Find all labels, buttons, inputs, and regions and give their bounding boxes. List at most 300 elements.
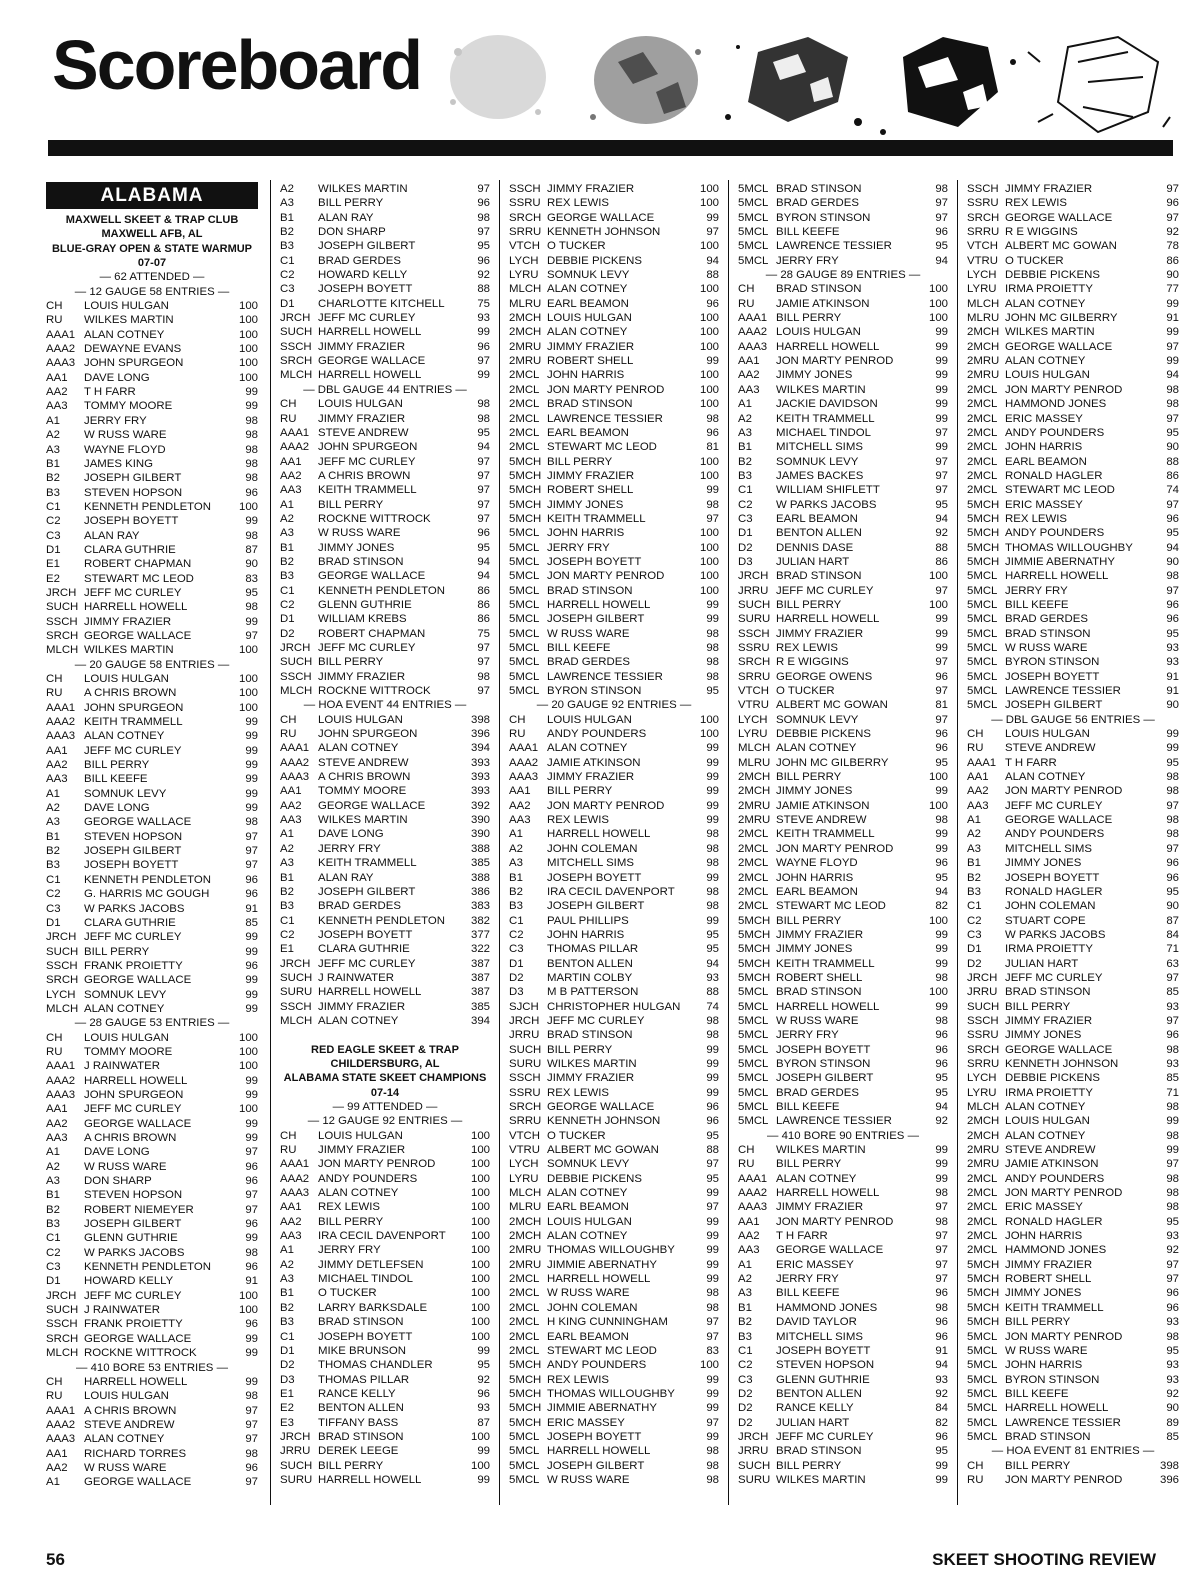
result-row bbox=[967, 225, 1179, 239]
result-row bbox=[46, 1145, 258, 1159]
score: 99 bbox=[935, 340, 948, 353]
shooter-name: LOUIS HULGAN bbox=[776, 326, 861, 339]
result-row bbox=[46, 500, 258, 514]
shooter-name: BRAD STINSON bbox=[776, 1445, 862, 1458]
score: 99 bbox=[245, 1132, 258, 1144]
result-row bbox=[967, 612, 1179, 626]
score: 92 bbox=[1166, 1387, 1179, 1400]
result-row bbox=[46, 858, 258, 872]
result-row bbox=[509, 1315, 719, 1329]
result-row bbox=[280, 555, 490, 569]
shooter-name: BILL PERRY bbox=[776, 1459, 842, 1472]
class-code: 5MCL bbox=[738, 1086, 769, 1099]
shooter-name: REX LEWIS bbox=[776, 642, 839, 654]
result-row bbox=[738, 440, 948, 454]
class-code: 5MCL bbox=[967, 570, 998, 583]
shooter-name: JOHN COLEMAN bbox=[547, 842, 638, 855]
score: 92 bbox=[1166, 226, 1179, 239]
score: 98 bbox=[935, 1301, 948, 1314]
shooter-name: JEFF MC CURLEY bbox=[318, 642, 416, 654]
class-code: C3 bbox=[967, 928, 982, 941]
shooter-name: ALAN COTNEY bbox=[547, 283, 628, 296]
class-code: C3 bbox=[509, 943, 524, 956]
class-code: AA2 bbox=[46, 759, 68, 772]
score: 97 bbox=[1166, 842, 1179, 855]
shooter-name: JOSEPH GILBERT bbox=[84, 1218, 182, 1231]
score: 393 bbox=[470, 756, 490, 769]
result-row bbox=[738, 1330, 948, 1344]
shooter-name: JON MARTY PENROD bbox=[1005, 1187, 1123, 1200]
class-code: 5MCL bbox=[967, 1359, 998, 1372]
class-code: 2MCL bbox=[967, 1244, 998, 1257]
score: 390 bbox=[470, 828, 490, 841]
shooter-name: JIMMY DETLEFSEN bbox=[318, 1258, 424, 1271]
class-code: AA1 bbox=[509, 785, 531, 798]
shooter-name: BYRON STINSON bbox=[1005, 1373, 1100, 1386]
result-row bbox=[509, 239, 719, 253]
result-row bbox=[509, 1000, 719, 1014]
result-row bbox=[509, 225, 719, 239]
shooter-name: WAYNE FLOYD bbox=[776, 857, 858, 870]
shooter-name: W RUSS WARE bbox=[318, 527, 401, 540]
result-row bbox=[280, 957, 490, 971]
shooter-name: JOSEPH GILBERT bbox=[547, 900, 645, 913]
result-row bbox=[738, 1057, 948, 1071]
class-code: RU bbox=[738, 297, 755, 310]
result-row bbox=[46, 586, 258, 600]
club-heading: MAXWELL SKEET & TRAP CLUB bbox=[65, 214, 239, 226]
class-code: RU bbox=[280, 1144, 297, 1157]
score: 99 bbox=[706, 613, 719, 626]
result-row bbox=[967, 584, 1179, 598]
result-row bbox=[280, 440, 490, 454]
class-code: AAA1 bbox=[738, 312, 768, 325]
result-row bbox=[738, 1358, 948, 1372]
score: 99 bbox=[1166, 355, 1179, 368]
class-code: JRCH bbox=[967, 971, 998, 984]
result-row bbox=[46, 443, 258, 457]
shooter-name: IRA CECIL DAVENPORT bbox=[318, 1230, 446, 1243]
score: 95 bbox=[477, 426, 490, 439]
class-code: SUCH bbox=[280, 326, 313, 339]
result-row bbox=[46, 385, 258, 399]
result-row bbox=[509, 885, 719, 899]
score: 393 bbox=[470, 771, 490, 784]
result-row bbox=[509, 770, 719, 784]
shooter-name: GEORGE WALLACE bbox=[1005, 211, 1113, 224]
score: 96 bbox=[245, 1318, 258, 1331]
result-row bbox=[967, 957, 1179, 971]
class-code: C3 bbox=[46, 529, 61, 542]
result-row bbox=[738, 584, 948, 598]
class-code: A2 bbox=[738, 1273, 752, 1286]
result-row bbox=[738, 957, 948, 971]
shooter-name: TIFFANY BASS bbox=[318, 1416, 399, 1429]
score: 98 bbox=[935, 1187, 948, 1200]
shooter-name: ALBERT MC GOWAN bbox=[547, 1144, 659, 1157]
shooter-name: JOHN MC GILBERRY bbox=[776, 756, 889, 769]
shooter-name: JOSEPH GILBERT bbox=[318, 885, 416, 898]
shooter-name: ROBERT SHELL bbox=[776, 971, 863, 984]
shooter-name: ROCKNE WITTROCK bbox=[84, 1347, 197, 1360]
result-row bbox=[967, 813, 1179, 827]
result-row bbox=[280, 426, 490, 440]
shooter-name: CLARA GUTHRIE bbox=[84, 916, 176, 929]
result-row bbox=[967, 1315, 1179, 1329]
score: 99 bbox=[706, 914, 719, 927]
shooter-name: ALAN COTNEY bbox=[84, 328, 165, 341]
class-code: C1 bbox=[738, 484, 753, 497]
class-code: A2 bbox=[280, 512, 294, 525]
class-code: AAA1 bbox=[738, 1172, 768, 1185]
score: 94 bbox=[477, 570, 490, 583]
class-code: SRRU bbox=[967, 226, 1000, 239]
result-row bbox=[46, 930, 258, 944]
class-code: B1 bbox=[46, 1189, 60, 1202]
result-row bbox=[738, 1143, 948, 1157]
shooter-name: BILL PERRY bbox=[318, 197, 384, 210]
class-code: CH bbox=[967, 728, 984, 741]
result-row bbox=[509, 942, 719, 956]
shooter-name: JOHN COLEMAN bbox=[1005, 900, 1096, 913]
result-row bbox=[509, 196, 719, 210]
shooter-name: ALAN COTNEY bbox=[318, 1014, 399, 1027]
class-code: A1 bbox=[46, 787, 60, 800]
class-code: 2MCL bbox=[738, 885, 769, 898]
shooter-name: BILL PERRY bbox=[547, 455, 613, 468]
result-row bbox=[46, 801, 258, 815]
score: 78 bbox=[1166, 240, 1179, 253]
shooter-name: ALAN COTNEY bbox=[776, 742, 857, 755]
shooter-name: JULIAN HART bbox=[776, 1416, 850, 1429]
score: 74 bbox=[1166, 484, 1179, 497]
score: 97 bbox=[935, 584, 948, 597]
score: 98 bbox=[935, 814, 948, 827]
class-code: AAA2 bbox=[280, 441, 310, 454]
result-row bbox=[46, 1289, 258, 1303]
result-row bbox=[738, 469, 948, 483]
shooter-name: ALAN COTNEY bbox=[547, 1187, 628, 1200]
class-code: 5MCH bbox=[967, 555, 1000, 568]
class-code: 5MCL bbox=[738, 986, 769, 999]
class-code: D2 bbox=[967, 957, 982, 970]
class-code: 2MCH bbox=[509, 326, 542, 339]
shooter-name: GEORGE WALLACE bbox=[84, 629, 192, 642]
result-row bbox=[967, 1200, 1179, 1214]
club-heading: 07-07 bbox=[137, 257, 167, 270]
result-row bbox=[280, 813, 490, 827]
shooter-name: BYRON STINSON bbox=[1005, 656, 1100, 669]
shooter-name: GEORGE WALLACE bbox=[84, 974, 192, 987]
class-code: B1 bbox=[967, 857, 981, 870]
score: 99 bbox=[706, 1402, 719, 1415]
score: 398 bbox=[1159, 1459, 1179, 1472]
result-row bbox=[967, 1086, 1179, 1100]
score: 96 bbox=[935, 1316, 948, 1329]
class-code: 2MCL bbox=[967, 383, 998, 396]
score: 98 bbox=[1166, 1330, 1179, 1343]
shooter-name: GEORGE WALLACE bbox=[84, 1117, 192, 1130]
score: 96 bbox=[245, 888, 258, 901]
score: 96 bbox=[935, 1057, 948, 1070]
result-row bbox=[280, 512, 490, 526]
result-row bbox=[509, 784, 719, 798]
score: 95 bbox=[477, 1359, 490, 1372]
shooter-name: H KING CUNNINGHAM bbox=[547, 1316, 668, 1329]
class-code: SRRU bbox=[738, 670, 771, 683]
result-row bbox=[509, 598, 719, 612]
result-row bbox=[967, 1373, 1179, 1387]
shooter-name: W RUSS WARE bbox=[547, 627, 630, 640]
class-code: LYRU bbox=[967, 283, 997, 296]
result-row bbox=[509, 985, 719, 999]
score: 100 bbox=[238, 1103, 258, 1116]
result-row bbox=[509, 1143, 719, 1157]
class-code: LYCH bbox=[967, 269, 997, 282]
score: 99 bbox=[245, 759, 258, 772]
shooter-name: LOUIS HULGAN bbox=[84, 1390, 169, 1403]
shooter-name: JAMES BACKES bbox=[776, 469, 864, 482]
shooter-name: JIMMY JONES bbox=[776, 785, 853, 798]
score: 100 bbox=[238, 357, 258, 370]
result-row bbox=[509, 1272, 719, 1286]
score: 93 bbox=[1166, 656, 1179, 669]
results-column-2 bbox=[280, 182, 490, 1487]
score: 95 bbox=[935, 1072, 948, 1085]
score: 97 bbox=[477, 685, 490, 698]
class-code: 2MCL bbox=[738, 828, 769, 841]
shooter-name: JOHN COLEMAN bbox=[547, 1301, 638, 1314]
shooter-name: KEITH TRAMMELL bbox=[318, 857, 417, 870]
class-code: 2MCL bbox=[509, 398, 540, 411]
class-code: AAA1 bbox=[280, 742, 310, 755]
score: 71 bbox=[1166, 1086, 1179, 1099]
score: 97 bbox=[1166, 584, 1179, 597]
score: 100 bbox=[470, 1244, 490, 1257]
score: 98 bbox=[706, 1301, 719, 1314]
score: 98 bbox=[706, 900, 719, 913]
shooter-name: BILL PERRY bbox=[547, 785, 613, 798]
result-row bbox=[509, 612, 719, 626]
class-code: 5MCL bbox=[967, 1344, 998, 1357]
shooter-name: ERIC MASSEY bbox=[776, 1258, 854, 1271]
score: 96 bbox=[245, 486, 258, 499]
shooter-name: JOHN SPURGEON bbox=[318, 441, 418, 454]
shooter-name: JIMMY FRAZIER bbox=[1005, 1258, 1093, 1271]
shooter-name: GEORGE WALLACE bbox=[318, 570, 426, 583]
class-code: MLCH bbox=[509, 283, 542, 296]
shooter-name: J RAINWATER bbox=[318, 971, 394, 984]
shooter-name: JEFF MC CURLEY bbox=[776, 584, 874, 597]
score: 93 bbox=[1166, 1359, 1179, 1372]
shooter-name: HARRELL HOWELL bbox=[776, 340, 880, 353]
score: 98 bbox=[245, 1447, 258, 1460]
shooter-name: RANCE KELLY bbox=[318, 1387, 396, 1400]
result-row bbox=[46, 815, 258, 829]
event-heading: — DBL GAUGE 44 ENTRIES — bbox=[303, 383, 467, 396]
score: 86 bbox=[935, 555, 948, 568]
result-row bbox=[967, 1286, 1179, 1300]
result-row bbox=[280, 784, 490, 798]
shooter-name: JOSEPH BOYETT bbox=[318, 283, 413, 296]
score: 97 bbox=[935, 1258, 948, 1271]
class-code: SRCH bbox=[967, 1043, 1000, 1056]
score: 100 bbox=[699, 183, 719, 195]
shooter-name: WILKES MARTIN bbox=[84, 314, 174, 327]
score: 97 bbox=[706, 1158, 719, 1171]
shooter-name: EARL BEAMON bbox=[776, 512, 858, 525]
result-row bbox=[738, 196, 948, 210]
class-code: SJCH bbox=[509, 1000, 539, 1013]
score: 99 bbox=[706, 598, 719, 611]
score: 96 bbox=[1166, 512, 1179, 525]
class-code: VTCH bbox=[738, 685, 770, 698]
result-row bbox=[509, 526, 719, 540]
result-row bbox=[280, 1229, 490, 1243]
shooter-name: JEFF MC CURLEY bbox=[1005, 971, 1103, 984]
shooter-name: IRMA PROIETTY bbox=[1005, 283, 1093, 296]
score: 96 bbox=[1166, 1301, 1179, 1314]
result-row bbox=[46, 514, 258, 528]
score: 94 bbox=[935, 885, 948, 898]
class-code: 2MCH bbox=[738, 785, 771, 798]
result-row bbox=[46, 557, 258, 571]
result-row bbox=[46, 887, 258, 901]
shooter-name: BILL PERRY bbox=[318, 1459, 384, 1472]
shooter-name: WILKES MARTIN bbox=[84, 644, 174, 657]
class-code: AA2 bbox=[280, 1215, 302, 1228]
class-code: AAA1 bbox=[46, 701, 76, 714]
score: 99 bbox=[935, 1459, 948, 1472]
club-heading: 07-14 bbox=[370, 1086, 400, 1099]
class-code: 2MCL bbox=[509, 426, 540, 439]
event-heading: — 99 ATTENDED — bbox=[332, 1101, 438, 1113]
shooter-name: MITCHELL SIMS bbox=[1005, 842, 1092, 855]
class-code: AA2 bbox=[46, 1461, 68, 1474]
shooter-name: BRAD GERDES bbox=[1005, 613, 1088, 626]
class-code: 5MCH bbox=[967, 527, 1000, 540]
shooter-name: BILL PERRY bbox=[776, 914, 842, 927]
result-row bbox=[46, 1160, 258, 1174]
result-row bbox=[46, 1074, 258, 1088]
result-row bbox=[509, 211, 719, 225]
class-code: E1 bbox=[46, 558, 60, 571]
class-code: B1 bbox=[280, 541, 294, 554]
result-row bbox=[280, 196, 490, 210]
class-code: MLCH bbox=[738, 742, 771, 755]
score: 100 bbox=[238, 328, 258, 341]
shooter-name: JERRY FRY bbox=[318, 842, 381, 855]
shooter-name: KENNETH JOHNSON bbox=[1005, 1057, 1119, 1070]
class-code: AAA1 bbox=[46, 328, 76, 341]
class-code: SURU bbox=[280, 986, 313, 999]
class-code: 5MCL bbox=[967, 699, 998, 712]
event-heading: — 20 GAUGE 92 ENTRIES — bbox=[536, 699, 692, 712]
class-code: 5MCL bbox=[967, 1330, 998, 1343]
class-code: 2MRU bbox=[738, 814, 771, 827]
score: 96 bbox=[935, 742, 948, 755]
result-row bbox=[46, 1274, 258, 1288]
result-row bbox=[46, 1188, 258, 1202]
shooter-name: JIMMIE ABERNATHY bbox=[1005, 555, 1115, 568]
result-row bbox=[967, 1100, 1179, 1114]
score: 95 bbox=[706, 943, 719, 956]
result-row bbox=[280, 483, 490, 497]
score: 98 bbox=[245, 472, 258, 485]
score: 93 bbox=[706, 971, 719, 984]
shooter-name: W RUSS WARE bbox=[547, 1473, 630, 1486]
result-row bbox=[738, 1172, 948, 1186]
class-code: 2MCL bbox=[967, 455, 998, 468]
score: 100 bbox=[699, 469, 719, 482]
result-row bbox=[738, 928, 948, 942]
score: 95 bbox=[935, 871, 948, 884]
result-row bbox=[738, 1215, 948, 1229]
class-code: 5MCH bbox=[509, 1402, 542, 1415]
class-code: AA1 bbox=[967, 771, 989, 784]
class-code: 5MCL bbox=[509, 627, 540, 640]
class-code: 5MCL bbox=[509, 598, 540, 611]
class-code: CH bbox=[46, 673, 63, 685]
result-row bbox=[46, 615, 258, 629]
class-code: B2 bbox=[509, 885, 523, 898]
class-code: C1 bbox=[738, 1344, 753, 1357]
class-code: AA2 bbox=[46, 1117, 68, 1130]
class-code: SSCH bbox=[46, 1318, 78, 1331]
header-rule bbox=[48, 140, 1173, 156]
class-code: B2 bbox=[46, 472, 60, 485]
result-row bbox=[967, 541, 1179, 555]
class-code: SSCH bbox=[738, 627, 770, 640]
shooter-name: JOHN SPURGEON bbox=[84, 1088, 184, 1101]
score: 99 bbox=[706, 1057, 719, 1070]
shooter-name: DEBBIE PICKENS bbox=[547, 254, 642, 267]
shooter-name: DEBBIE PICKENS bbox=[547, 1172, 642, 1185]
shooter-name: LARRY BARKSDALE bbox=[318, 1301, 428, 1314]
shooter-name: W RUSS WARE bbox=[1005, 1344, 1088, 1357]
shooter-name: KEITH TRAMMELL bbox=[776, 957, 875, 970]
result-row bbox=[46, 988, 258, 1002]
shooter-name: JOSEPH GILBERT bbox=[84, 845, 182, 858]
score: 100 bbox=[238, 1289, 258, 1302]
class-code: 2MCL bbox=[509, 1344, 540, 1357]
score: 98 bbox=[1166, 1129, 1179, 1142]
score: 100 bbox=[699, 326, 719, 339]
result-row bbox=[509, 871, 719, 885]
shooter-name: HARRELL HOWELL bbox=[776, 613, 880, 626]
result-row bbox=[967, 741, 1179, 755]
class-code: AA1 bbox=[46, 1447, 68, 1460]
result-row bbox=[738, 1272, 948, 1286]
shooter-name: REX LEWIS bbox=[1005, 512, 1068, 525]
result-row bbox=[509, 1057, 719, 1071]
class-code: SSCH bbox=[46, 959, 78, 972]
class-code: 5MCL bbox=[509, 527, 540, 540]
result-row bbox=[738, 1200, 948, 1214]
class-code: AAA1 bbox=[509, 742, 539, 755]
score: 96 bbox=[706, 1115, 719, 1128]
result-row bbox=[738, 1344, 948, 1358]
class-code: LYCH bbox=[509, 1158, 539, 1171]
shooter-name: DAVE LONG bbox=[84, 371, 150, 384]
score: 94 bbox=[935, 512, 948, 525]
result-row bbox=[967, 1258, 1179, 1272]
result-row bbox=[967, 455, 1179, 469]
result-row bbox=[46, 715, 258, 729]
shooter-name: KEITH TRAMMELL bbox=[1005, 1301, 1104, 1314]
result-row bbox=[738, 282, 948, 296]
class-code: D2 bbox=[738, 1416, 753, 1429]
